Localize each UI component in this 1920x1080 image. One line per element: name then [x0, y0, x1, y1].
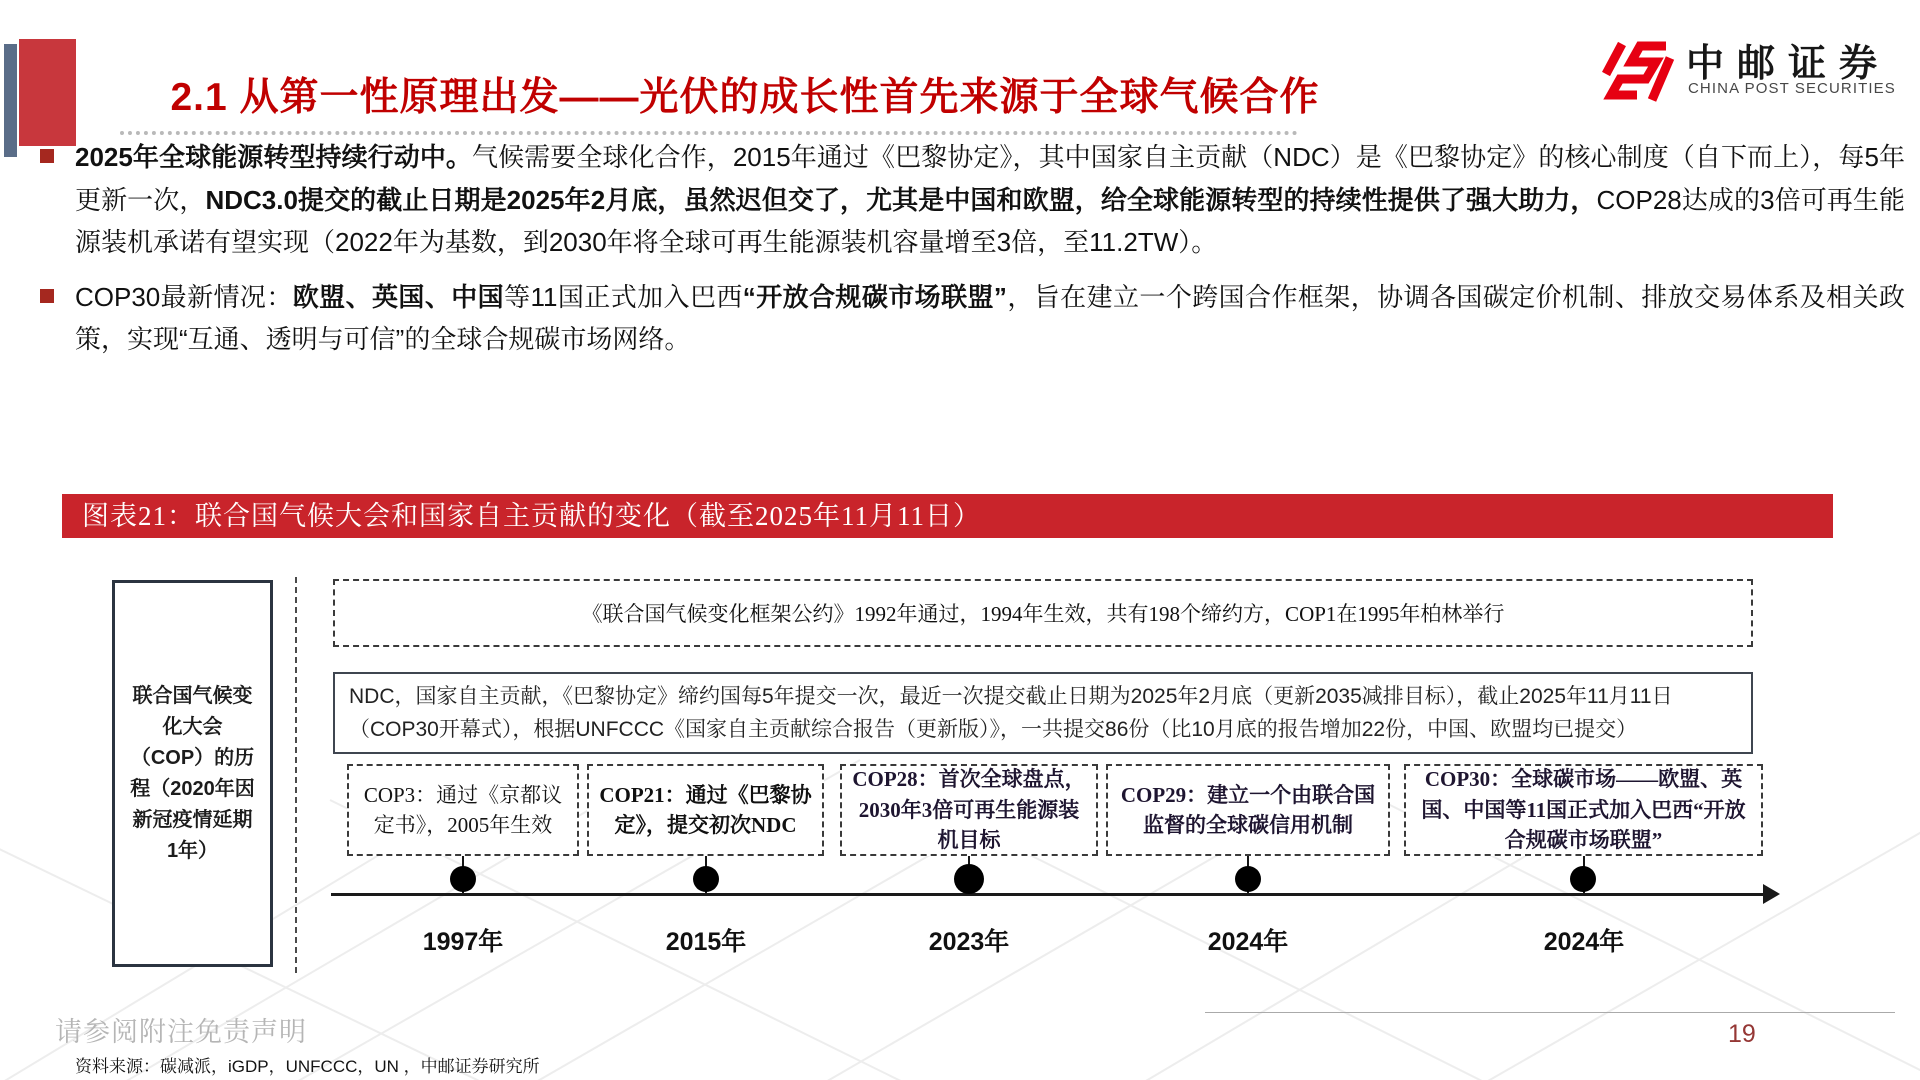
footer-rule [1205, 1012, 1895, 1013]
figure-title-banner: 图表21：联合国气候大会和国家自主贡献的变化（截至2025年11月11日） [62, 494, 1833, 538]
ndc-summary-box: NDC，国家自主贡献，《巴黎协定》缔约国每5年提交一次，最近一次提交截止日期为2025年2月底（更新2035减排目标），截止2025年11月11日（COP30开幕式），根据UNFCCC《国家自主贡献综合报告（更新版）》，一共提交86份（比10月底的报告增加22份，中国、欧盟均已提交） [333, 672, 1753, 754]
logo-en-text: CHINA POST SECURITIES [1688, 80, 1896, 97]
event-box-cop3: COP3：通过《京都议定书》，2005年生效 [347, 764, 579, 856]
framework-convention-box: 《联合国气候变化框架公约》1992年通过，1994年生效，共有198个缔约方，COP1在1995年柏林举行 [333, 579, 1753, 647]
timeline-year-label: 2024年 [1543, 928, 1625, 956]
corner-accent-blue-bar [4, 44, 17, 157]
event-box-cop30: COP30：全球碳市场——欧盟、英国、中国等11国正式加入巴西“开放合规碳市场联盟” [1404, 764, 1763, 856]
timeline-dot-1997 [450, 866, 476, 892]
bullet-marker-icon [40, 289, 54, 303]
bullet1-seg1: 2025年全球能源转型持续行动中。 [75, 142, 472, 172]
bullet2-seg1: COP30最新情况： [75, 281, 293, 312]
bullet-item-2 [40, 276, 1908, 361]
corner-accent-red-square [19, 39, 76, 146]
china-post-logo [1592, 30, 1912, 110]
footer-source: 资料来源：碳减派，iGDP，UNFCCC，UN ，中邮证券研究所 [75, 1057, 540, 1076]
bullet1-seg2: 气候需要全球化合作，2015年通过《巴黎协定》，其中国家自主贡献（NDC）是《巴黎协定》的核心制度（自下而上），每5年更新一次， [75, 142, 1905, 215]
event-box-cop21: COP21：通过《巴黎协定》，提交初次NDC [587, 764, 824, 856]
figure-left-caption-box: 联合国气候变化大会（COP）的历程（2020年因新冠疫情延期1年） [112, 580, 273, 967]
timeline-dot-2024b [1570, 866, 1596, 892]
bullet2-seg5: ，旨在建立一个跨国合作框架，协调各国碳定价机制、排放交易体系及相关政策，实现“互通、透明与可信”的全球合规碳市场网络。 [75, 281, 1905, 354]
timeline-arrowhead-icon [1763, 884, 1780, 904]
bullet2-seg2: 欧盟、英国、中国 [292, 281, 505, 312]
event-box-cop28: COP28：首次全球盘点，2030年3倍可再生能源装机目标 [840, 764, 1098, 856]
bullet1-seg4: COP28达成的3倍可再生能源装机承诺有望实现（2022年为基数，到2030年将全球可再生能源装机容量增至3倍，至11.2TW）。 [75, 184, 1905, 257]
china-post-emblem-icon [1596, 38, 1678, 104]
page-title: 2.1 从第一性原理出发——光伏的成长性首先来源于全球气候合作 [170, 76, 1320, 119]
timeline-year-label: 2015年 [665, 928, 747, 956]
page-number: 19 [1728, 1020, 1756, 1048]
event-box-cop29: COP29：建立一个由联合国监督的全球碳信用机制 [1106, 764, 1390, 856]
bullet2-seg4: “开放合规碳市场联盟” [742, 281, 1007, 312]
bullet-text-2 [75, 276, 1905, 361]
footer-disclaimer: 请参阅附注免责声明 [55, 1017, 307, 1047]
timeline-year-label: 2023年 [928, 928, 1010, 956]
figure-vertical-divider [295, 577, 297, 973]
bullet-list [40, 136, 1908, 373]
timeline-dot-2015 [693, 866, 719, 892]
timeline-year-label: 1997年 [422, 928, 504, 956]
bullet1-seg3: NDC3.0提交的截止日期是2025年2月底，虽然迟但交了，尤其是中国和欧盟，给全球能源转型的持续性提供了强大助力， [205, 184, 1597, 215]
timeline-dot-2023 [954, 864, 984, 894]
timeline-axis-line [331, 893, 1765, 896]
timeline-dot-2024a [1235, 866, 1261, 892]
title-underline-rule [120, 131, 1298, 135]
timeline-year-label: 2024年 [1207, 928, 1289, 956]
bullet-marker-icon [40, 149, 54, 163]
bullet-item-1 [40, 136, 1908, 264]
bullet-text-1 [75, 136, 1905, 264]
logo-cn-text: 中邮证券 [1686, 43, 1891, 85]
bullet2-seg3: 等11国正式加入巴西 [504, 281, 743, 312]
